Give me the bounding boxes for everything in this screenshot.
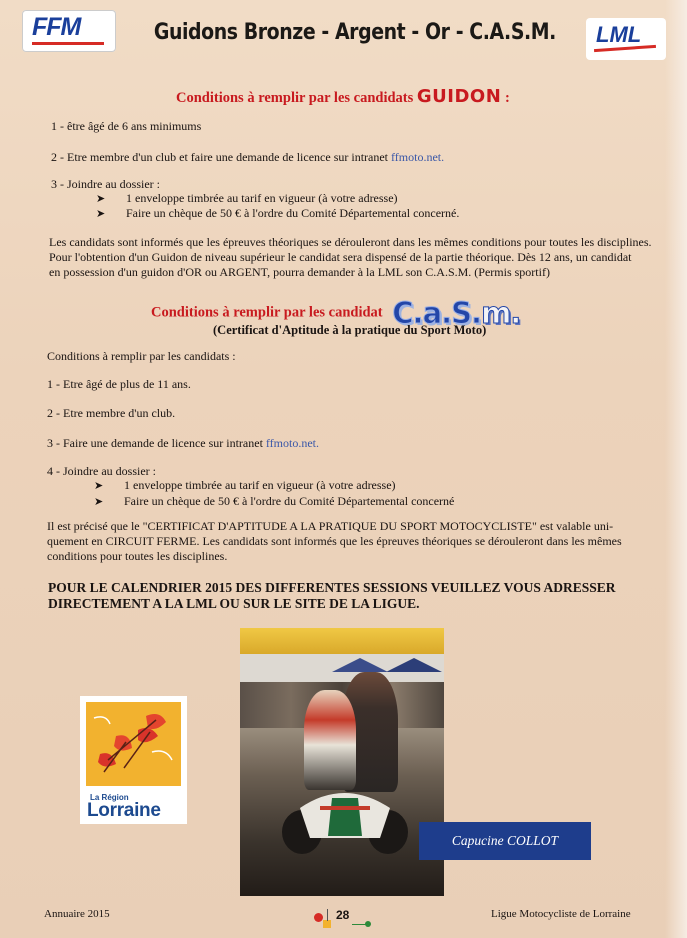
casm-bullet [94, 478, 396, 493]
casm-item-4: 4 - Joindre au dossier : [47, 464, 156, 478]
guidon-bullet-text: Faire un chèque de 50 € à l'ordre du Comité Départemental concerné. [126, 206, 460, 220]
casm-bullet-text: 1 enveloppe timbrée au tarif en vigueur (à votre adresse) [124, 478, 396, 492]
footer-red-dot-icon [314, 913, 323, 922]
casm-logo-text: C.a.S. [392, 296, 482, 330]
casm-logo-text-m: m. [481, 296, 521, 330]
page-edge [665, 0, 687, 938]
page-number: 28 [336, 908, 350, 922]
footer-divider [327, 909, 328, 921]
calendar-notice [48, 580, 616, 612]
casm-item-3-text: 3 - Faire une demande de licence sur intranet [47, 436, 263, 450]
photo-caption: Capucine COLLOT [419, 822, 591, 860]
guidon-title-prefix: Conditions à remplir par les candidats [176, 90, 414, 106]
footer-divider [352, 924, 366, 925]
guidon-item-1: 1 - être âgé de 6 ans minimums [51, 119, 202, 133]
region-logo-line1: La Région [90, 793, 129, 802]
footer-right: Ligue Motocycliste de Lorraine [491, 908, 631, 920]
footer-left: Annuaire 2015 [44, 908, 110, 920]
footer-green-dot-icon [365, 921, 371, 927]
guidon-section-title [176, 86, 510, 107]
guidon-note-line: Pour l'obtention d'un Guidon de niveau supérieur le candidat sera dispensé de la partie théorique. Dès 12 ans, un candidat [49, 250, 632, 264]
casm-bullet [94, 494, 454, 509]
footer-yellow-square-icon [323, 920, 331, 928]
casm-intro: Conditions à remplir par les candidats : [47, 349, 236, 363]
guidon-bullet [96, 206, 459, 221]
photo-quad [280, 778, 410, 858]
guidon-note-line: Les candidats sont informés que les épreuves théoriques se dérouleront dans les mêmes conditions pour toutes les disciplines. [49, 235, 652, 249]
calendar-notice-line: POUR LE CALENDRIER 2015 DES DIFFERENTES SESSIONS VEUILLEZ VOUS ADRESSER [48, 580, 616, 595]
guidon-item-3: 3 - Joindre au dossier : [51, 177, 160, 191]
rider-photo [240, 628, 444, 896]
arrow-bullet-icon: ➤ [94, 495, 104, 508]
casm-title-prefix: Conditions à remplir par les candidat [151, 304, 383, 321]
guidon-item-2-text: 2 - Etre membre d'un club et faire une demande de licence sur intranet [51, 150, 389, 164]
lml-logo-text: LML [596, 22, 642, 47]
casm-item-1: 1 - Etre âgé de plus de 11 ans. [47, 377, 191, 391]
guidon-title-suffix: : [504, 90, 510, 106]
guidon-note-line: en possession d'un guidon d'OR ou ARGENT, pourra demander à la LML son C.A.S.M. (Permis sportif) [49, 265, 550, 279]
guidon-title-highlight: GUIDON [416, 86, 502, 107]
casm-subtitle: (Certificat d'Aptitude à la pratique du Sport Moto) [213, 323, 487, 337]
photo-canopy [386, 658, 442, 672]
photo-canopy [332, 658, 388, 672]
thistle-flower-icon [86, 702, 181, 786]
ffm-logo-stripe [32, 42, 104, 45]
page-title: Guidons Bronze - Argent - Or - C.A.S.M. [153, 20, 556, 45]
arrow-bullet-icon: ➤ [94, 479, 104, 492]
region-logo-line2: Lorraine [87, 800, 161, 821]
ffm-logo [22, 10, 116, 52]
arrow-bullet-icon: ➤ [96, 207, 106, 220]
casm-note-line: quement en CIRCUIT FERME. Les candidats sont informés que les épreuves théoriques se dérouleront dans les mêmes [47, 534, 622, 548]
ffm-logo-text: FFM [32, 13, 81, 41]
photo-person [304, 690, 356, 790]
guidon-bullet-text: 1 enveloppe timbrée au tarif en vigueur (à votre adresse) [126, 191, 398, 205]
arrow-bullet-icon: ➤ [96, 192, 106, 205]
casm-note-line: Il est précisé que le "CERTIFICAT D'APTITUDE A LA PRATIQUE DU SPORT MOTOCYCLISTE" est valable uni- [47, 519, 614, 533]
casm-item-3 [47, 436, 319, 452]
photo-tent [240, 628, 444, 654]
calendar-notice-line: DIRECTEMENT A LA LML OU SUR LE SITE DE LA LIGUE. [48, 596, 420, 611]
guidon-item-2 [51, 150, 444, 166]
ffmoto-link[interactable]: ffmoto.net. [265, 436, 320, 450]
casm-item-2: 2 - Etre membre d'un club. [47, 406, 176, 420]
region-lorraine-logo [80, 696, 187, 824]
casm-note-line: conditions pour toutes les disciplines. [47, 549, 228, 563]
guidon-bullet [96, 191, 398, 206]
ffmoto-link[interactable]: ffmoto.net. [391, 150, 445, 164]
casm-bullet-text: Faire un chèque de 50 € à l'ordre du Comité Départemental concerné [124, 494, 455, 508]
lml-logo [586, 18, 666, 60]
